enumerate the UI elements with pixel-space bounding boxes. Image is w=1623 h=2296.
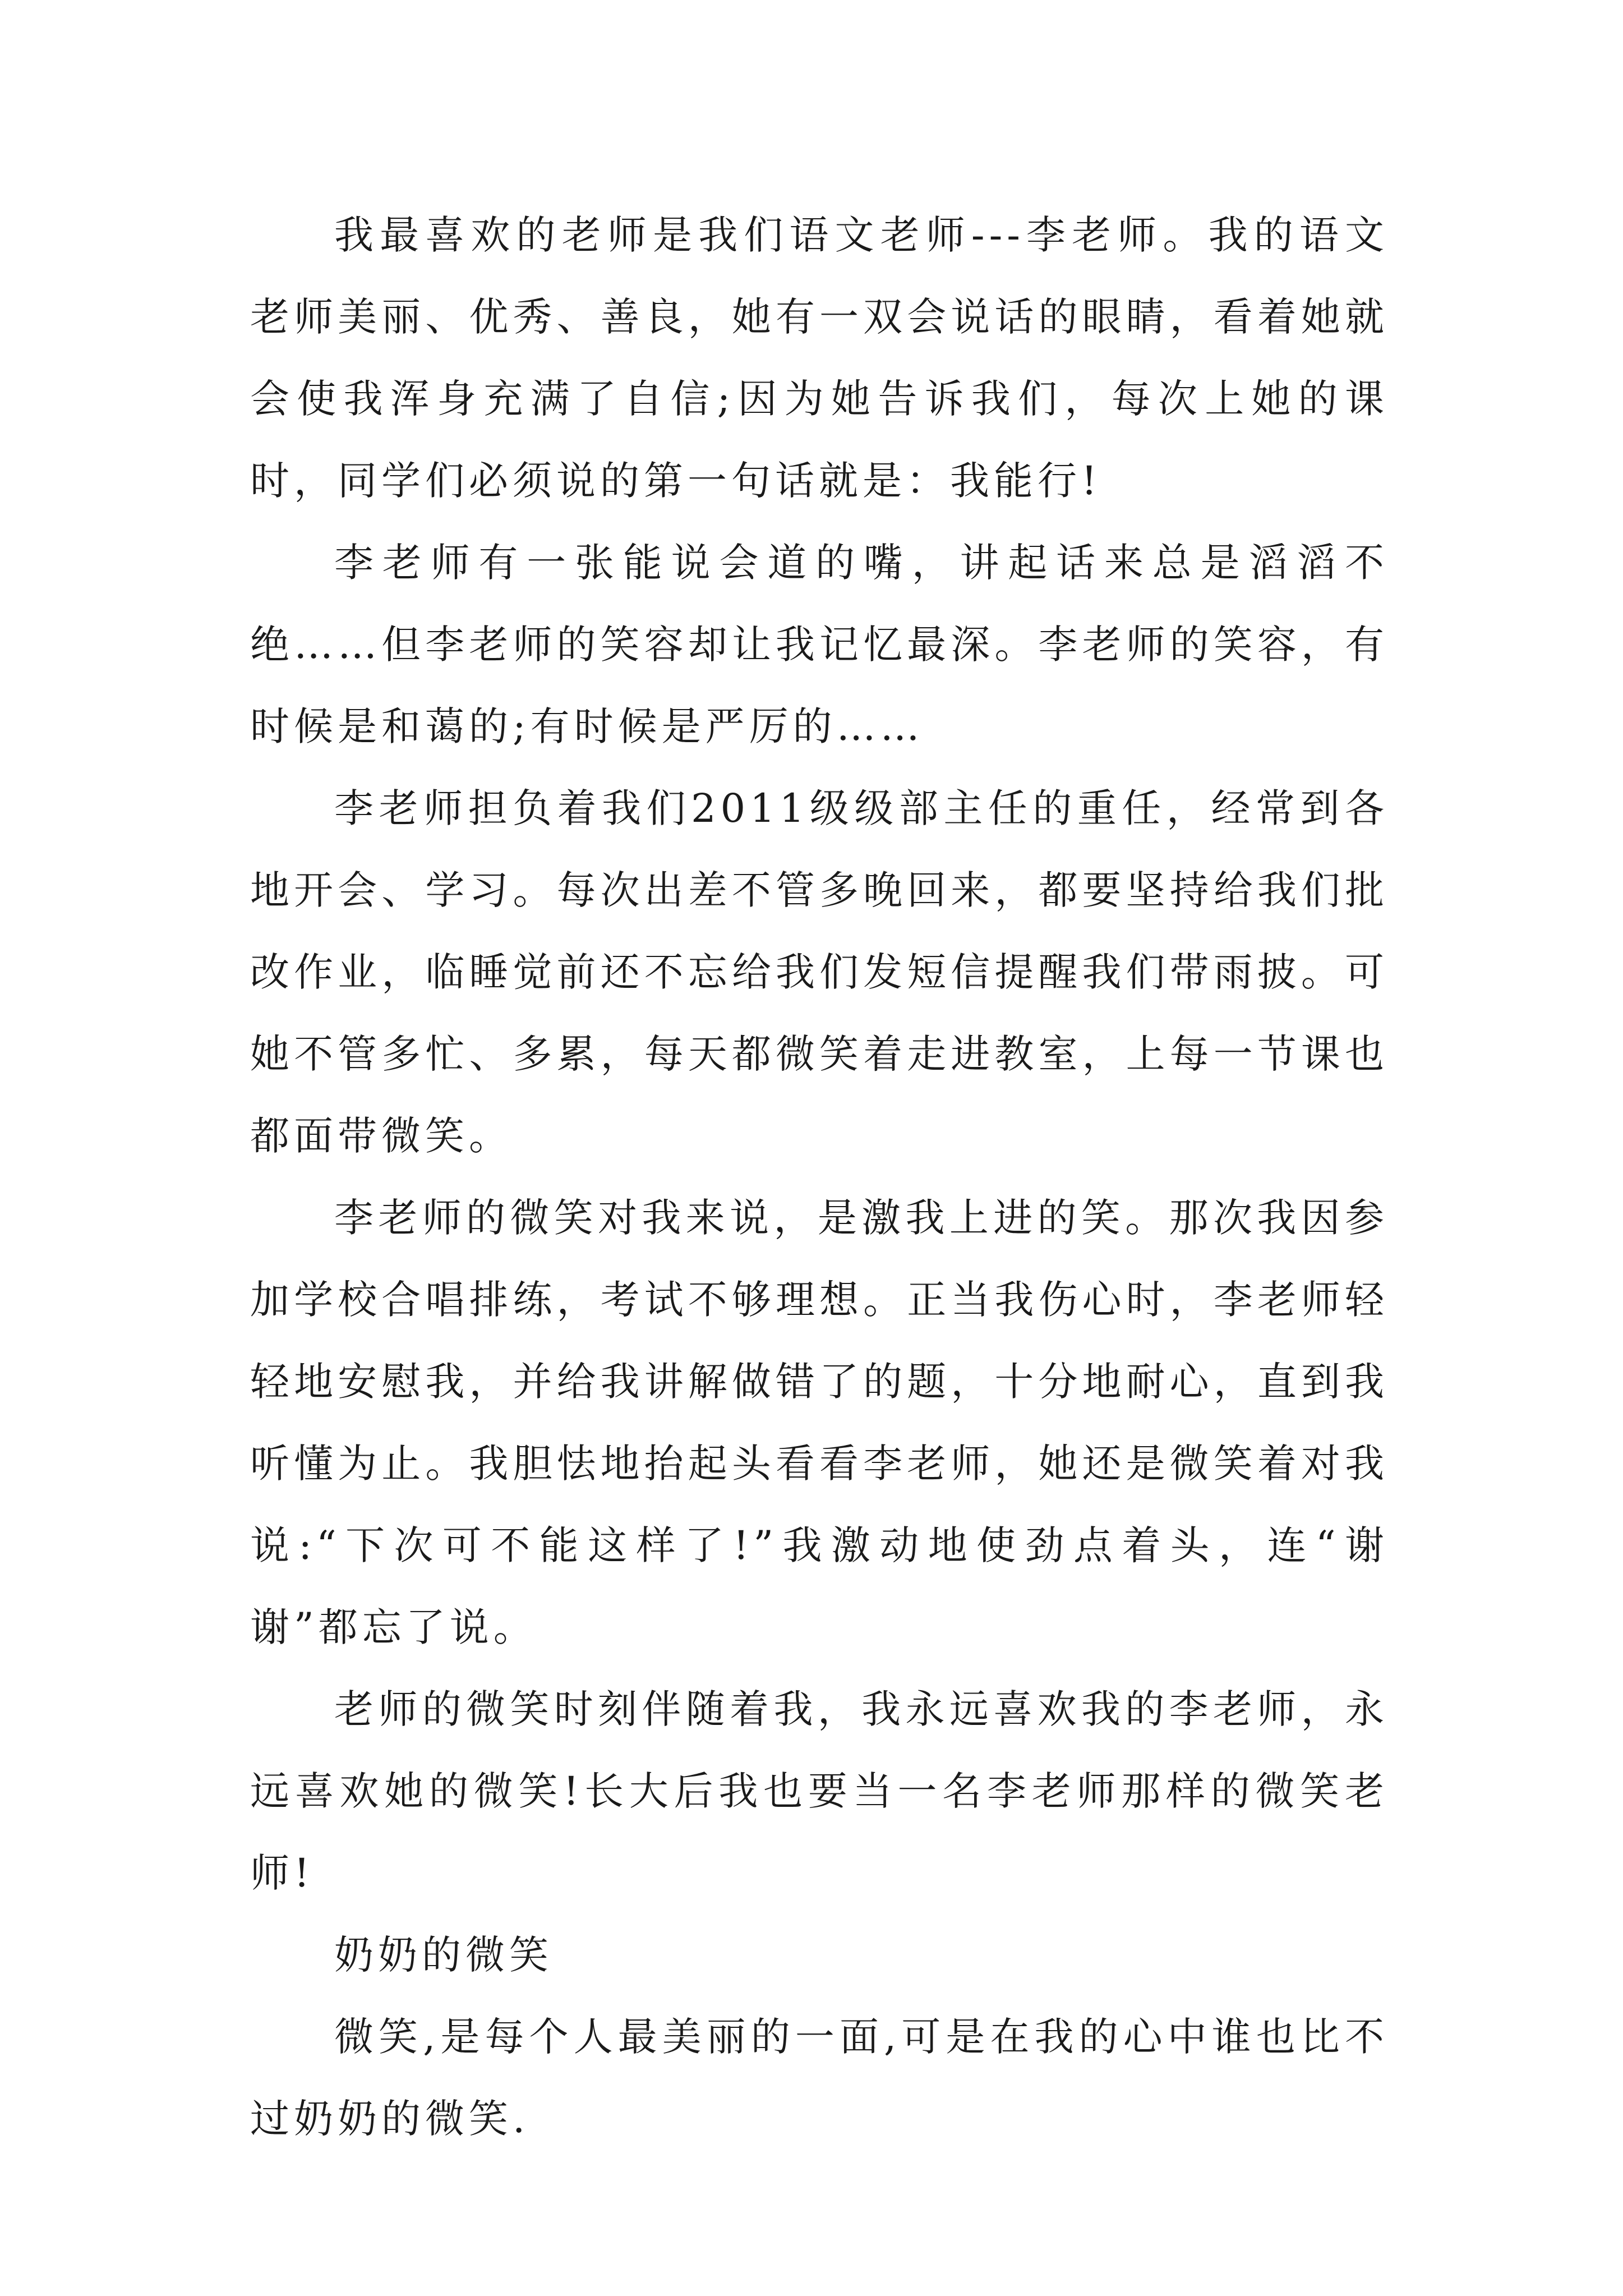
- paragraph-1: 我最喜欢的老师是我们语文老师---李老师。我的语文老师美丽、优秀、善良，她有一双会说话的眼睛，看着她就会使我浑身充满了自信;因为她告诉我们，每次上她的课时，同学们必须说的第一句话就是：我能行!: [250, 212, 1389, 504]
- paragraph-6: 微笑,是每个人最美丽的一面,可是在我的心中谁也比不过奶奶的微笑.: [250, 2014, 1389, 2142]
- paragraph-5: 老师的微笑时刻伴随着我，我永远喜欢我的李老师，永远喜欢她的微笑!长大后我也要当一名李老师那样的微笑老师!: [250, 1686, 1389, 1896]
- section-title: 奶奶的微笑: [334, 1932, 553, 1978]
- paragraph-2: 李老师有一张能说会道的嘴，讲起话来总是滔滔不绝……但李老师的笑容却让我记忆最深。李老师的笑容，有时候是和蔼的;有时候是严厉的……: [250, 540, 1389, 749]
- document-body: [250, 194, 1389, 2160]
- paragraph-4: 李老师的微笑对我来说，是激我上进的笑。那次我因参加学校合唱排练，考试不够理想。正当我伤心时，李老师轻轻地安慰我，并给我讲解做错了的题，十分地耐心，直到我听懂为止。我胆怯地抬起头看看李老师，她还是微笑着对我说:“下次可不能这样了!”我激动地使劲点着头，连“谢谢”都忘了说。: [250, 1195, 1389, 1650]
- paragraph-3: 李老师担负着我们2011级级部主任的重任，经常到各地开会、学习。每次出差不管多晚回来，都要坚持给我们批改作业，临睡觉前还不忘给我们发短信提醒我们带雨披。可她不管多忙、多累，每天都微笑着走进教室，上每一节课也都面带微笑。: [250, 785, 1389, 1159]
